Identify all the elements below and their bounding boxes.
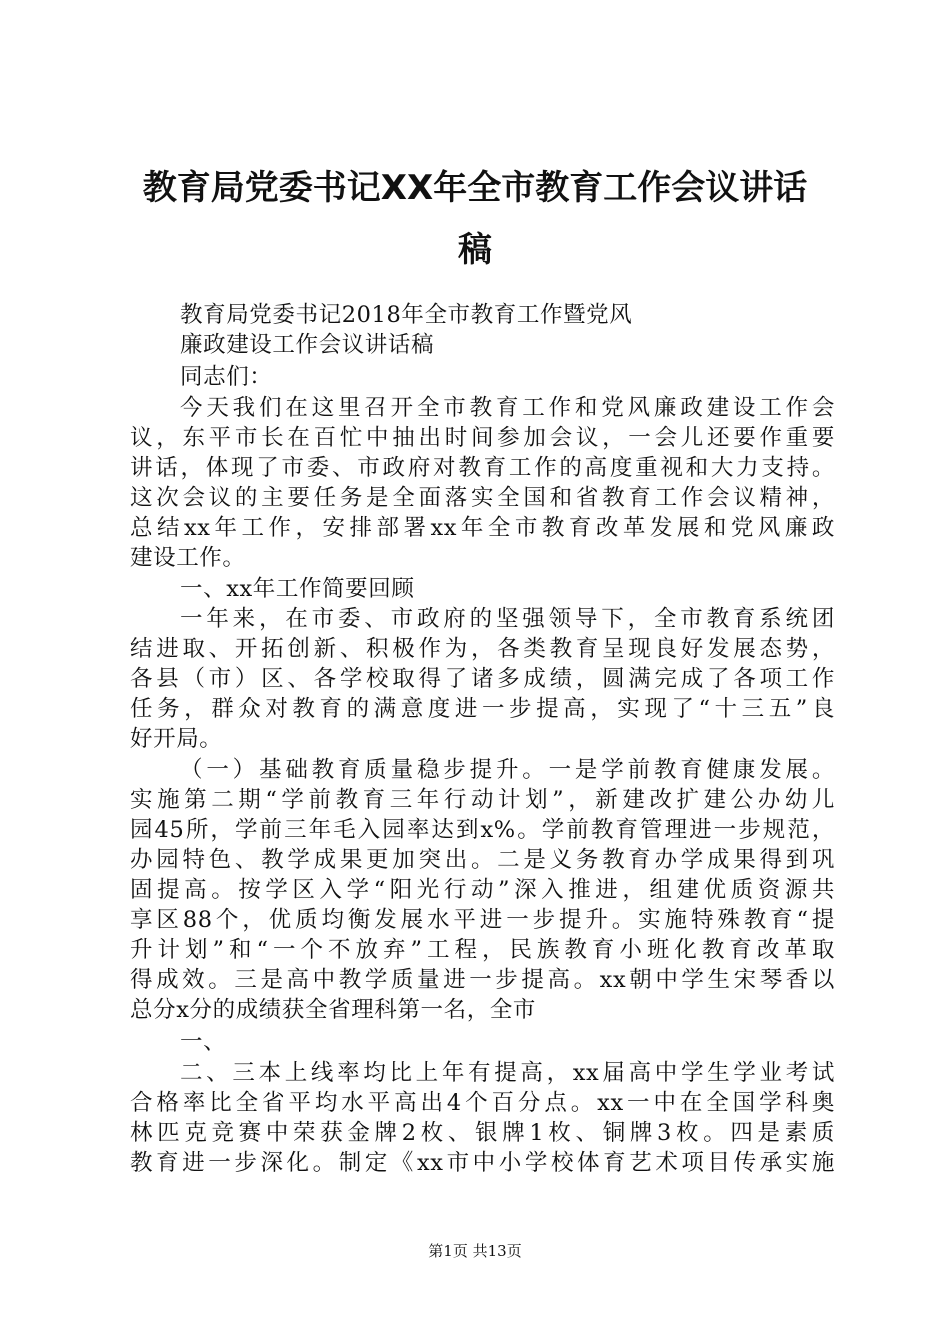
paragraph-line: 结进取、开拓创新、积极作为，各类教育呈现良好发展态势，: [130, 636, 835, 662]
paragraph-line: 议，东平市长在百忙中抽出时间参加会议，一会儿还要作重要: [130, 425, 835, 451]
paragraph-line: 林匹克竞赛中荣获金牌2枚、银牌1枚、铜牌3枚。四是素质: [130, 1120, 835, 1146]
paragraph-line: 升计划”和“一个不放弃”工程，民族教育小班化教育改革取: [130, 937, 835, 963]
paragraph-line: 这次会议的主要任务是全面落实全国和省教育工作会议精神，: [130, 485, 835, 511]
salutation: 同志们：: [180, 364, 273, 390]
section-heading: 一、xx年工作简要回顾: [180, 576, 415, 602]
paragraph-line: 建设工作。: [130, 545, 246, 571]
paragraph-line: 一年来，在市委、市政府的坚强领导下，全市教育系统团: [180, 606, 835, 632]
paragraph-line: 一、: [180, 1029, 227, 1055]
paragraph-line: 讲话，体现了市委、市政府对教育工作的高度重视和大力支持。: [130, 455, 835, 481]
paragraph-line: 固提高。按学区入学“阳光行动”深入推进，组建优质资源共: [130, 877, 835, 903]
subtitle-line: 教育局党委书记2018年全市教育工作暨党风: [180, 302, 633, 328]
paragraph-line: 享区88个，优质均衡发展水平进一步提升。实施特殊教育“提: [130, 907, 835, 933]
paragraph-line: 实施第二期“学前教育三年行动计划”，新建改扩建公办幼儿: [130, 787, 835, 813]
paragraph-line: 总分x分的成绩获全省理科第一名，全市: [130, 997, 536, 1023]
paragraph-line: 好开局。: [130, 726, 223, 752]
paragraph-line: 合格率比全省平均水平高出4个百分点。xx一中在全国学科奥: [130, 1090, 835, 1116]
paragraph-line: （一）基础教育质量稳步提升。一是学前教育健康发展。: [180, 757, 835, 783]
paragraph-line: 总结xx年工作，安排部署xx年全市教育改革发展和党风廉政: [130, 515, 835, 541]
page-footer: 第1页 共13页: [428, 1242, 522, 1260]
paragraph-line: 今天我们在这里召开全市教育工作和党风廉政建设工作会: [180, 395, 835, 421]
paragraph-line: 园45所，学前三年毛入园率达到x%。学前教育管理进一步规范，: [130, 817, 835, 843]
paragraph-line: 各县（市）区、各学校取得了诸多成绩，圆满完成了各项工作: [130, 666, 835, 692]
paragraph-line: 教育进一步深化。制定《xx市中小学校体育艺术项目传承实施: [130, 1150, 835, 1176]
document-title-line-2: 稿: [458, 230, 492, 270]
paragraph-line: 二、三本上线率均比上年有提高，xx届高中学生学业考试: [180, 1060, 835, 1086]
paragraph-line: 办园特色、教学成果更加突出。二是义务教育办学成果得到巩: [130, 847, 835, 873]
subtitle-line: 廉政建设工作会议讲话稿: [180, 332, 435, 358]
paragraph-line: 任务，群众对教育的满意度进一步提高，实现了“十三五”良: [130, 696, 835, 722]
paragraph-line: 得成效。三是高中教学质量进一步提高。xx朝中学生宋琴香以: [130, 967, 835, 993]
document-title-line-1: 教育局党委书记XX年全市教育工作会议讲话: [142, 168, 808, 208]
